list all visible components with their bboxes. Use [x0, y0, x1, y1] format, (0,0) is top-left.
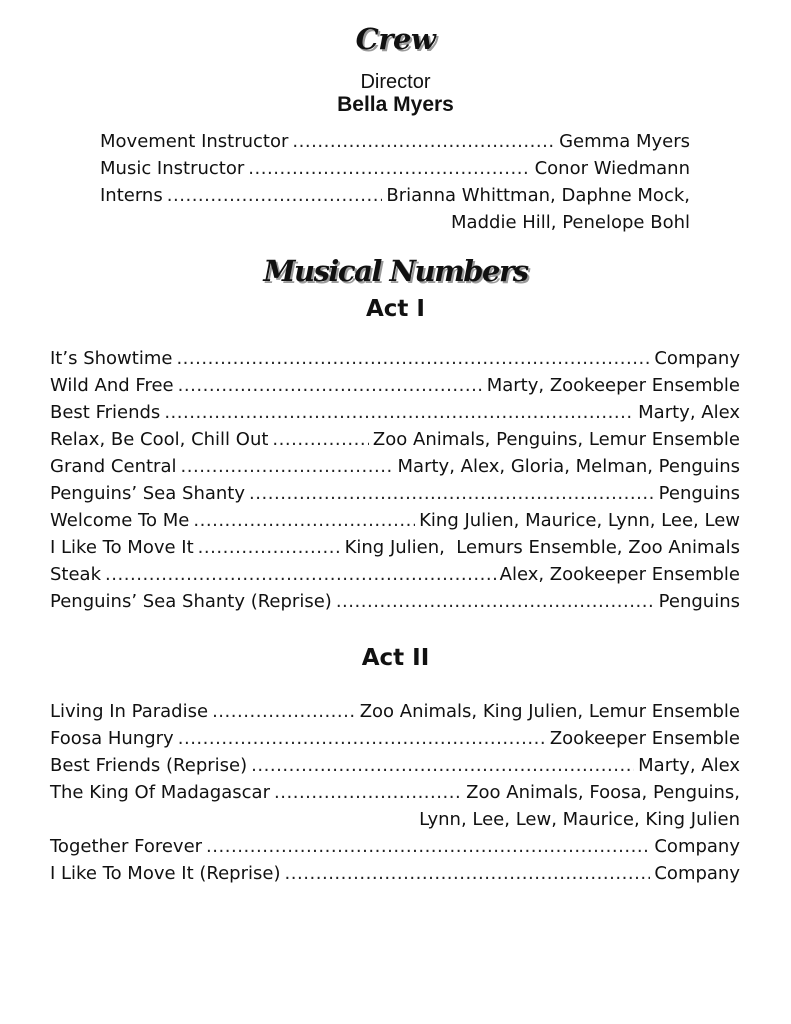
song-title: I Like To Move It (Reprise)	[50, 863, 281, 884]
song-title: Penguins’ Sea Shanty (Reprise)	[50, 591, 332, 612]
song-row	[50, 779, 740, 806]
song-performers: Marty, Alex	[638, 755, 740, 776]
song-title: Foosa Hungry	[50, 728, 174, 749]
song-performers: Alex, Zookeeper Ensemble	[499, 564, 740, 585]
song-title: Welcome To Me	[50, 510, 190, 531]
song-title: I Like To Move It	[50, 537, 194, 558]
dot-leader	[292, 128, 555, 155]
song-row	[50, 534, 740, 561]
song-row	[50, 426, 740, 453]
song-performers: Zoo Animals, Foosa, Penguins,	[466, 782, 740, 803]
dot-leader	[249, 480, 655, 507]
dot-leader	[176, 345, 650, 372]
crew-role: Interns	[100, 185, 163, 206]
song-title: Penguins’ Sea Shanty	[50, 483, 245, 504]
dot-leader	[336, 588, 655, 615]
dot-leader	[251, 752, 634, 779]
song-performers: Company	[654, 836, 740, 857]
song-performers-continuation: Lynn, Lee, Lew, Maurice, King Julien	[419, 809, 740, 830]
song-row	[50, 399, 740, 426]
crew-name: Brianna Whittman, Daphne Mock,	[386, 185, 690, 206]
dot-leader	[105, 561, 496, 588]
dot-leader	[193, 507, 415, 534]
song-title: It’s Showtime	[50, 348, 173, 369]
dot-leader	[178, 372, 483, 399]
song-row	[50, 561, 740, 588]
dot-leader	[164, 399, 634, 426]
song-performers: Marty, Alex	[638, 402, 740, 423]
song-title: Best Friends (Reprise)	[50, 755, 248, 776]
song-row	[50, 752, 740, 779]
song-row	[50, 507, 740, 534]
song-title: Grand Central	[50, 456, 177, 477]
crew-row-music-instructor	[100, 155, 690, 182]
act-1-title: Act I	[366, 296, 425, 322]
song-performers: Penguins	[658, 483, 740, 504]
song-title: Living In Paradise	[50, 701, 209, 722]
song-row	[50, 698, 740, 725]
song-row	[50, 588, 740, 615]
crew-row-movement-instructor	[100, 128, 690, 155]
song-performers: Zoo Animals, King Julien, Lemur Ensemble	[359, 701, 740, 722]
crew-role: Music Instructor	[100, 158, 245, 179]
song-row	[50, 453, 740, 480]
musical-numbers-heading: Musical Numbers	[263, 254, 528, 288]
crew-name: Conor Wiedmann	[534, 158, 690, 179]
dot-leader	[248, 155, 530, 182]
song-performers: Company	[654, 863, 740, 884]
song-performers: Penguins	[658, 591, 740, 612]
song-title: The King Of Madagascar	[50, 782, 270, 803]
song-title: Steak	[50, 564, 102, 585]
director-label: Director	[360, 71, 431, 93]
song-performers: Company	[654, 348, 740, 369]
dot-leader	[180, 453, 393, 480]
crew-name: Gemma Myers	[559, 131, 690, 152]
crew-row-interns	[100, 182, 690, 209]
song-performers: King Julien, Maurice, Lynn, Lee, Lew	[419, 510, 740, 531]
dot-leader	[167, 182, 383, 209]
dot-leader	[212, 698, 356, 725]
dot-leader	[284, 860, 650, 887]
song-performers: Marty, Zookeeper Ensemble	[486, 375, 740, 396]
dot-leader	[274, 779, 462, 806]
song-performers: Zoo Animals, Penguins, Lemur Ensemble	[372, 429, 740, 450]
act-2-title: Act II	[361, 645, 430, 671]
song-title: Relax, Be Cool, Chill Out	[50, 429, 269, 450]
crew-heading: Crew	[355, 22, 436, 56]
song-performers: King Julien, Lemurs Ensemble, Zoo Animals	[344, 537, 740, 558]
dot-leader	[178, 725, 546, 752]
director-name: Bella Myers	[337, 93, 454, 116]
song-performers: Marty, Alex, Gloria, Melman, Penguins	[397, 456, 740, 477]
crew-role: Movement Instructor	[100, 131, 289, 152]
song-row	[50, 725, 740, 752]
dot-leader	[198, 534, 341, 561]
song-title: Together Forever	[50, 836, 203, 857]
song-row	[50, 345, 740, 372]
song-title: Wild And Free	[50, 375, 174, 396]
song-title: Best Friends	[50, 402, 161, 423]
crew-name-continuation: Maddie Hill, Penelope Bohl	[451, 212, 690, 233]
dot-leader	[206, 833, 650, 860]
song-row	[50, 372, 740, 399]
song-row	[50, 480, 740, 507]
song-performers: Zookeeper Ensemble	[549, 728, 740, 749]
song-row	[50, 860, 740, 887]
dot-leader	[272, 426, 369, 453]
song-row	[50, 833, 740, 860]
